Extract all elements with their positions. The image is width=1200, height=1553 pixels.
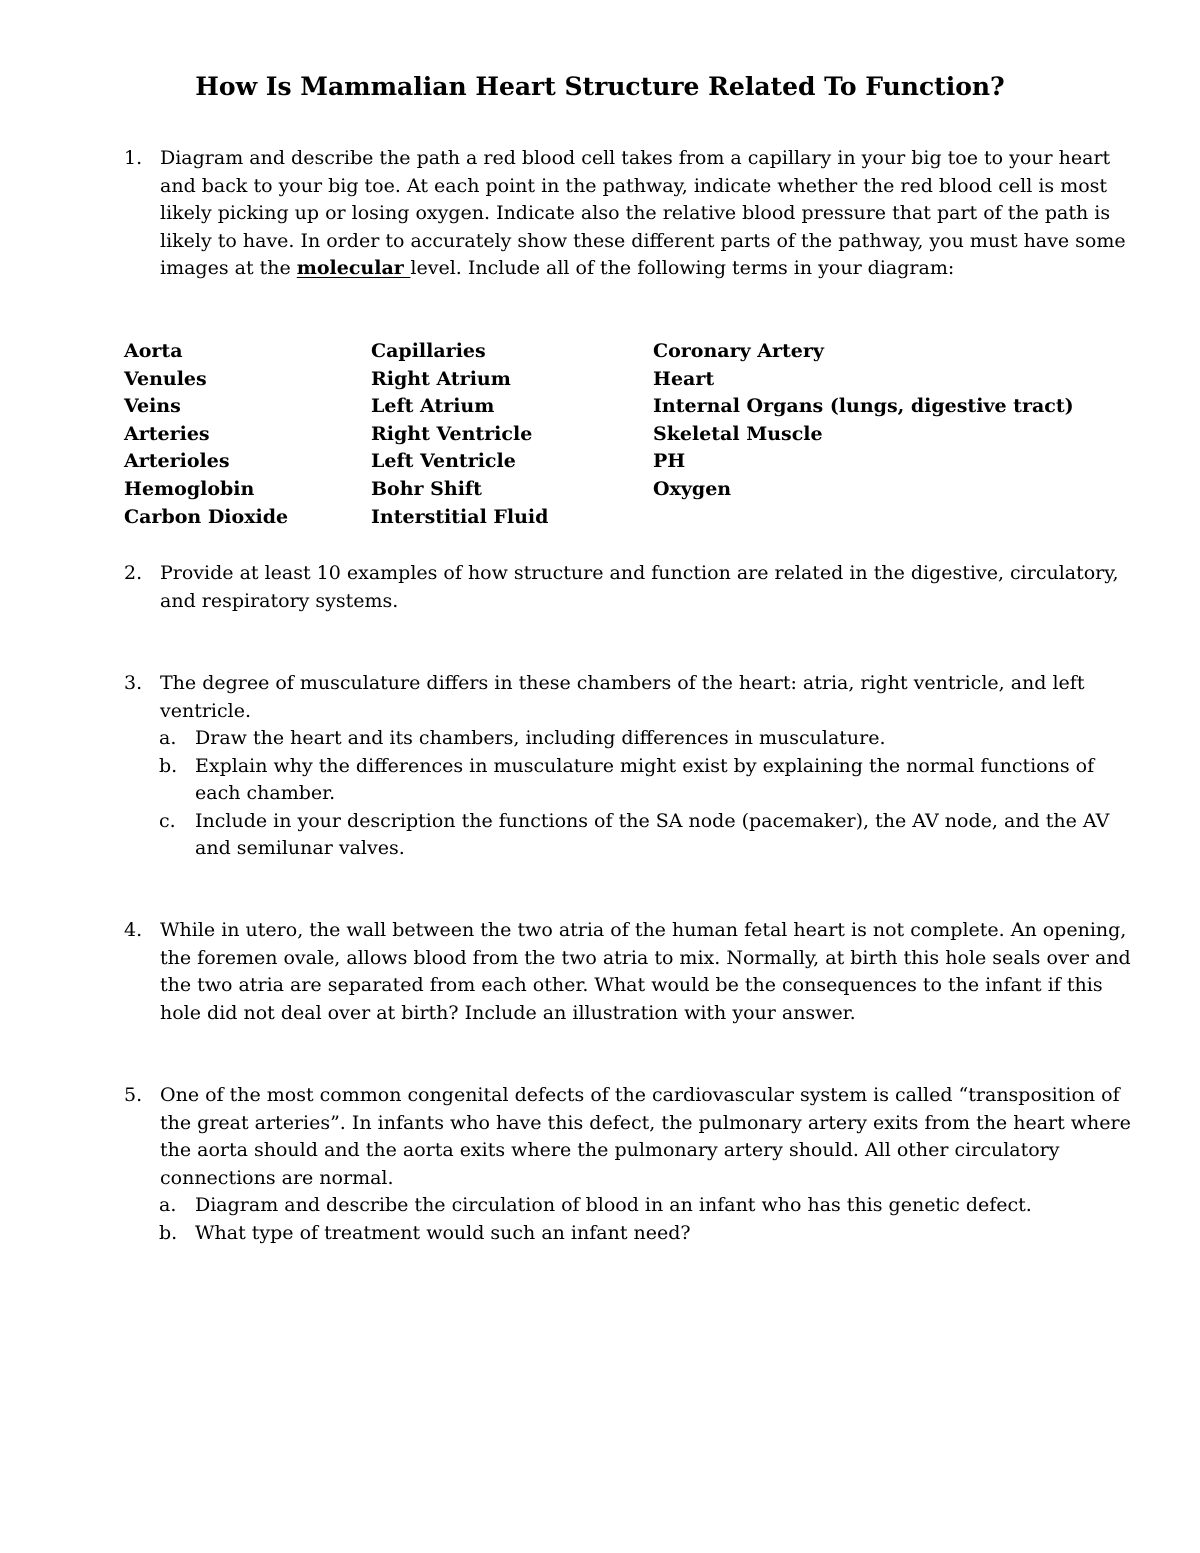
- sub-letter: b.: [159, 1221, 178, 1244]
- term-item: Arteries: [124, 422, 210, 445]
- terms-column-1: [124, 338, 288, 531]
- term-item: Right Ventricle: [371, 422, 533, 445]
- question-text: The degree of musculature differs in these chambers of the heart: atria, right ventricle, and left ventricle.: [160, 672, 1085, 722]
- question-number: 5.: [124, 1084, 143, 1106]
- question-number: 3.: [124, 672, 143, 694]
- question-number: 4.: [124, 919, 143, 941]
- term-item: Coronary Artery: [653, 340, 824, 362]
- question-1: [124, 145, 1134, 283]
- term-item: Hemoglobin: [124, 477, 255, 500]
- sub-text: Draw the heart and its chambers, including differences in musculature.: [195, 727, 886, 749]
- question-text: [160, 145, 1134, 283]
- sub-text: Diagram and describe the circulation of blood in an infant who has this genetic defect.: [195, 1194, 1032, 1216]
- term-item: Internal Organs (lungs, digestive tract): [653, 395, 1074, 418]
- term-item: Skeletal Muscle: [653, 422, 823, 445]
- question-text-part: Diagram and describe the path a red blood cell takes from a capillary in your big toe to your heart and back to your big toe. At each point in the pathway, indicate whether the red blood cell is most likely picking up or losing oxygen. Indicate also the relative blood pressure that part of the path is likely to have. In order to accurately show these different parts of the pathway, you must have some images at the: [160, 147, 1126, 279]
- term-item: Venules: [124, 367, 207, 390]
- sub-question-a: [159, 1192, 1134, 1220]
- term-item: PH: [653, 450, 686, 473]
- question-4: [124, 917, 1134, 1027]
- question-5: [124, 1082, 1134, 1247]
- term-item: Capillaries: [371, 340, 486, 362]
- term-item: Left Ventricle: [371, 450, 516, 473]
- term-item: Heart: [653, 367, 715, 390]
- sub-question-b: [159, 753, 1134, 808]
- sub-question-b: [159, 1220, 1134, 1248]
- term-item: Veins: [124, 395, 181, 418]
- term-item: Aorta: [124, 340, 183, 362]
- sub-text: Explain why the differences in musculature might exist by explaining the normal functions of each chamber.: [195, 754, 1095, 804]
- term-item: Oxygen: [653, 477, 732, 500]
- question-2: [124, 560, 1134, 615]
- emphasis-word: molecular: [296, 257, 411, 279]
- terms-column-3: [653, 338, 1074, 504]
- sub-letter: b.: [159, 754, 178, 777]
- question-text-part: level. Include all of the following terms in your diagram:: [410, 257, 955, 279]
- sub-letter: a.: [159, 727, 177, 749]
- term-item: Carbon Dioxide: [124, 505, 289, 528]
- term-item: Interstitial Fluid: [371, 505, 549, 528]
- term-item: Bohr Shift: [371, 477, 482, 500]
- question-text: Provide at least 10 examples of how structure and function are related in the digestive, circulatory, and respiratory systems.: [160, 562, 1119, 612]
- term-item: Left Atrium: [371, 395, 495, 418]
- term-item: Right Atrium: [371, 367, 511, 390]
- sub-text: Include in your description the functions of the SA node (pacemaker), the AV node, and the AV and semilunar valves.: [195, 809, 1110, 859]
- question-number: 2.: [124, 562, 143, 584]
- page-title: How Is Mammalian Heart Structure Related To Function?: [195, 72, 1005, 101]
- terms-column-2: [371, 338, 548, 531]
- sub-question-a: [159, 725, 1134, 753]
- sub-letter: a.: [159, 1194, 177, 1216]
- term-item: Arterioles: [124, 450, 230, 473]
- sub-letter: c.: [159, 809, 176, 832]
- question-number: 1.: [124, 147, 143, 169]
- sub-question-c: [159, 808, 1134, 863]
- question-text: While in utero, the wall between the two atria of the human fetal heart is not complete. An opening, the foremen ovale, allows blood from the two atria to mix. Normally, at birth this hole seals over and the two atria are separated from each other. What would be the consequences to the infant if this hole did not deal over at birth? Include an illustration with your answer.: [160, 919, 1131, 1024]
- question-3: [124, 670, 1134, 863]
- sub-text: What type of treatment would such an infant need?: [195, 1221, 691, 1244]
- question-text: One of the most common congenital defects of the cardiovascular system is called “transposition of the great arteries”. In infants who have this defect, the pulmonary artery exits from the heart where the aorta should and the aorta exits where the pulmonary artery should. All other circulatory connections are normal.: [160, 1084, 1131, 1189]
